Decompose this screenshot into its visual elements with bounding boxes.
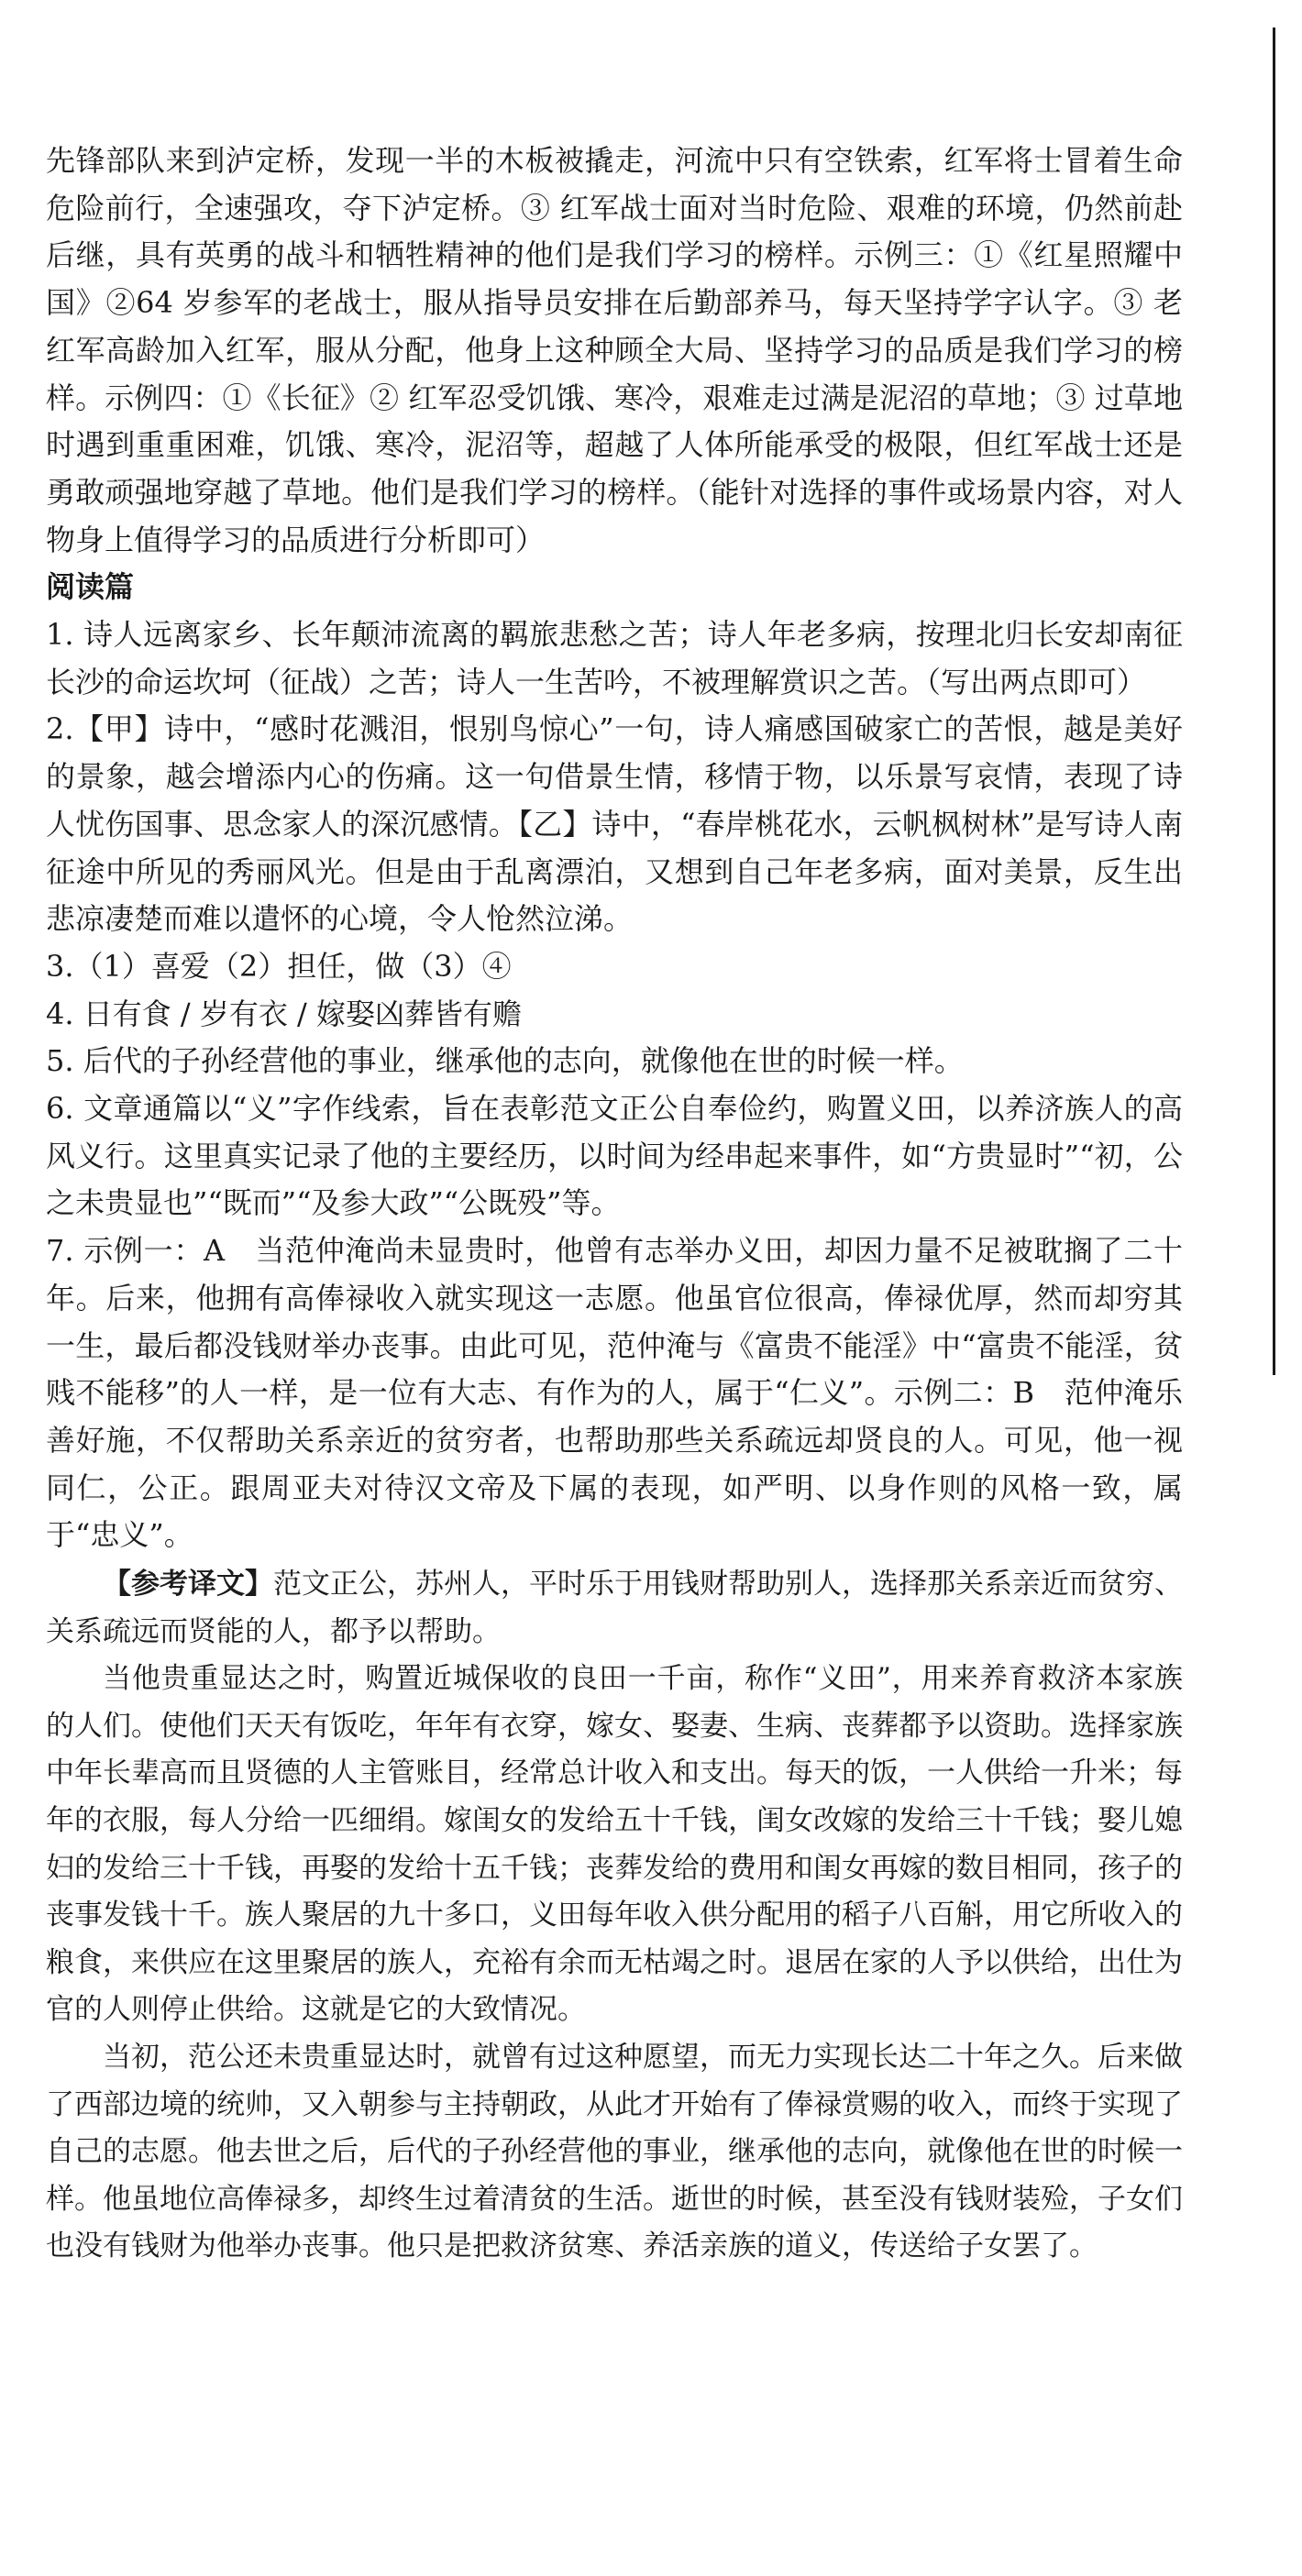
answer-7: 7. 示例一：A 当范仲淹尚未显贵时，他曾有志举办义田，却因力量不足被耽搁了二十年。后来，他拥有高俸禄收入就实现这一志愿。他虽官位很高，俸禄优厚，然而却穷其一生，最后都没钱财举办丧事。由此可见，范仲淹与《富贵不能淫》中“富贵不能淫，贫贱不能移”的人一样，是一位有大志、有作为的人，属于“仁义”。示例二：B 范仲淹乐善好施，不仅帮助关系亲近的贫穷者，也帮助那些关系疏远却贤良的人。可见，他一视同仁，公正。跟周亚夫对待汉文帝及下属的表现，如严明、以身作则的风格一致，属于“忠义”。 <box>46 1233 1183 1553</box>
answer-1: 1. 诗人远离家乡、长年颠沛流离的羁旅悲愁之苦；诗人年老多病，按理北归长安却南征长沙的命运坎坷（征战）之苦；诗人一生苦吟，不被理解赏识之苦。（写出两点即可） <box>46 617 1183 699</box>
reading-section-heading: 阅读篇 <box>46 569 135 605</box>
page-edge-line <box>1273 28 1275 1375</box>
translation-paragraph-2: 当他贵重显达之时，购置近城保收的良田一千亩，称作“义田”，用来养育救济本家族的人们。使他们天天有饭吃，年年有衣穿，嫁女、娶妻、生病、丧葬都予以资助。选择家族中年长辈高而且贤德的人主管账目，经常总计收入和支出。每天的饭，一人供给一升米；每年的衣服，每人分给一匹细绢。嫁闺女的发给五十千钱，闺女改嫁的发给三十千钱；娶儿媳妇的发给三十千钱，再娶的发给十五千钱；丧葬发给的费用和闺女再嫁的数目相同，孩子的丧事发钱十千。族人聚居的九十多口，义田每年收入供分配用的稻子八百斛，用它所收入的粮食，来供应在这里聚居的族人，充裕有余而无枯竭之时。退居在家的人予以供给，出仕为官的人则停止供给。这就是它的大致情况。 <box>46 1662 1183 2027</box>
answer-2: 2.【甲】诗中，“感时花溅泪，恨别鸟惊心”一句，诗人痛感国破家亡的苦恨，越是美好的景象，越会增添内心的伤痛。这一句借景生情，移情于物，以乐景写哀情，表现了诗人忧伤国事、思念家人的深沉感情。【乙】诗中，“春岸桃花水，云帆枫树林”是写诗人南征途中所见的秀丽风光。但是由于乱离漂泊，又想到自己年老多病，面对美景，反生出悲凉凄楚而难以遣怀的心境，令人怆然泣涕。 <box>46 711 1183 937</box>
answer-4: 4. 日有食 / 岁有衣 / 嫁娶凶葬皆有赡 <box>46 996 522 1031</box>
writing-answers <box>46 138 1183 564</box>
answer-5: 5. 后代的子孙经营他的事业，继承他的志向，就像他在世的时候一样。 <box>46 1043 964 1079</box>
reading-answers <box>46 611 1183 1559</box>
translation-paragraph-3: 当初，范公还未贵重显达时，就曾有过这种愿望，而无力实现长达二十年之久。后来做了西部边境的统帅，又入朝参与主持朝政，从此才开始有了俸禄赏赐的收入，而终于实现了自己的志愿。他去世之后，后代的子孙经营他的事业，继承他的志向，就像他在世的时候一样。他虽地位高俸禄多，却终生过着清贫的生活。逝世的时候，甚至没有钱财装殓，子女们也没有钱财为他举办丧事。他只是把救济贫寒、养活亲族的道义，传送给子女罢了。 <box>46 2041 1183 2263</box>
answer-3: 3.（1）喜爱（2）担任，做（3）④ <box>46 948 512 984</box>
translation-first-text: 范文正公，苏州人，平时乐于用钱财帮助别人，选择那关系亲近而贫穷、关系疏远而贤能的人，都予以帮助。 <box>46 1568 1183 1648</box>
answer-page <box>46 138 1183 2271</box>
translation-label: 【参考译文】 <box>103 1568 273 1602</box>
reference-translation <box>46 1561 1183 2271</box>
translation-paragraph-1 <box>46 1561 1183 1656</box>
answer-6: 6. 文章通篇以“义”字作线索，旨在表彰范文正公自奉俭约，购置义田，以养济族人的高风义行。这里真实记录了他的主要经历，以时间为经串起来事件，如“方贵显时”“初，公之未贵显也”“既而”“及参大政”“公既殁”等。 <box>46 1091 1183 1221</box>
writing-continuation-paragraph: 先锋部队来到泸定桥，发现一半的木板被撬走，河流中只有空铁索，红军将士冒着生命危险前行，全速强攻，夺下泸定桥。③ 红军战士面对当时危险、艰难的环境，仍然前赴后继，具有英勇的战斗和牺牲精神的他们是我们学习的榜样。示例三：①《红星照耀中国》②64 岁参军的老战士，服从指导员安排在后勤部养马，每天坚持学字认字。③ 老红军高龄加入红军，服从分配，他身上这种顾全大局、坚持学习的品质是我们学习的榜样。示例四：①《长征》② 红军忍受饥饿、寒冷，艰难走过满是泥沼的草地；③ 过草地时遇到重重困难，饥饿、寒冷，泥沼等，超越了人体所能承受的极限，但红军战士还是勇敢顽强地穿越了草地。他们是我们学习的榜样。（能针对选择的事件或场景内容，对人物身上值得学习的品质进行分析即可） <box>46 143 1183 557</box>
